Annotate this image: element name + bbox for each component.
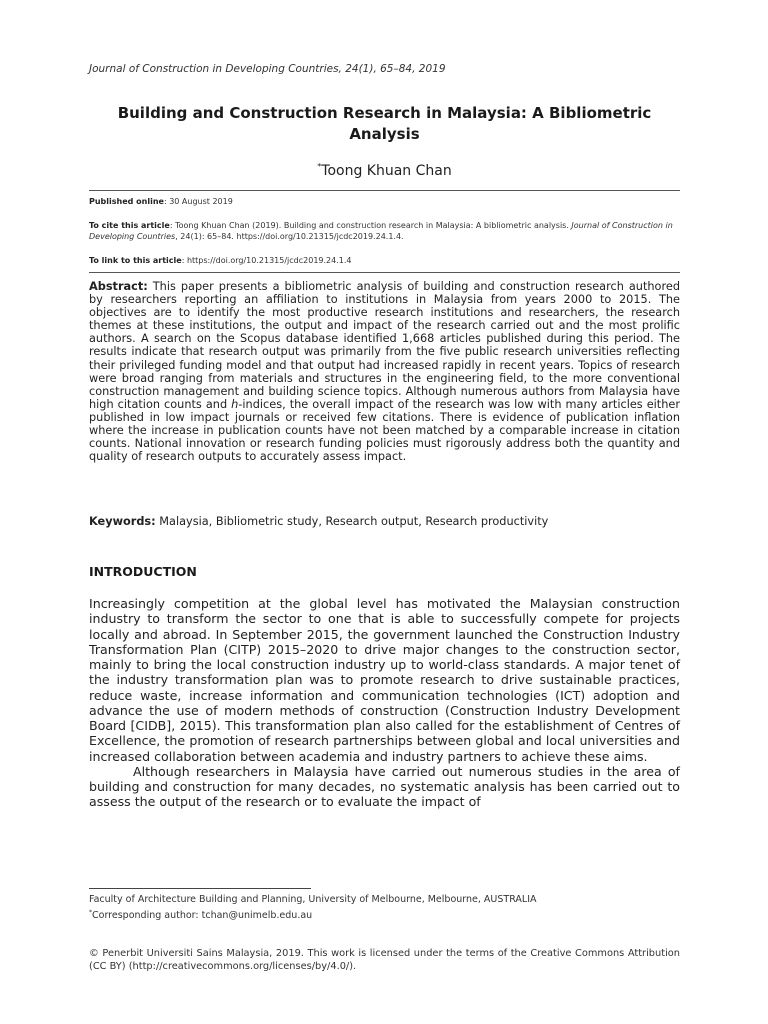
license-notice: © Penerbit Universiti Sains Malaysia, 2019. This work is licensed under the terms of the Creative Commons Attribution (CC BY) (http://creativecommons.org/licenses/by/4.0/). xyxy=(89,948,680,972)
footnote-mark: * xyxy=(89,909,92,916)
footnotes xyxy=(89,893,680,922)
cite-journal: Journal of Construction in Developing Countries xyxy=(89,221,673,241)
keywords xyxy=(89,515,548,528)
published-value: : 30 August 2019 xyxy=(163,197,233,206)
cite-label: To cite this article xyxy=(89,221,170,230)
title-line-2: Analysis xyxy=(349,125,420,143)
header-rule xyxy=(89,190,680,191)
abstract xyxy=(89,280,680,463)
published-label: Published online xyxy=(89,197,164,206)
section-heading-introduction: INTRODUCTION xyxy=(89,564,197,579)
abstract-hindex: h xyxy=(231,397,239,411)
link-to-article xyxy=(89,255,680,266)
footnote-rule xyxy=(89,888,311,889)
footnote-affiliation: Faculty of Architecture Building and Planning, University of Melbourne, Melbourne, AUSTRALIA xyxy=(89,894,537,905)
introduction-body xyxy=(89,596,680,810)
abstract-label: Abstract: xyxy=(89,280,148,293)
journal-citation-header: Journal of Construction in Developing Countries, 24(1), 65–84, 2019 xyxy=(89,63,446,75)
paper-title xyxy=(89,103,680,145)
title-line-1: Building and Construction Research in Malaysia: A Bibliometric xyxy=(117,104,652,122)
link-value[interactable]: : https://doi.org/10.21315/jcdc2019.24.1.4 xyxy=(181,256,352,265)
keywords-value: Malaysia, Bibliometric study, Research output, Research productivity xyxy=(155,515,549,528)
author-name: Toong Khuan Chan xyxy=(321,163,452,179)
author-line xyxy=(89,162,680,179)
corresponding-author: Corresponding author: tchan@unimelb.edu.au xyxy=(92,910,313,921)
cite-text-end: , 24(1): 65–84. https://doi.org/10.21315/jcdc2019.24.1.4. xyxy=(175,232,404,241)
link-label: To link to this article xyxy=(89,256,182,265)
author-mark: * xyxy=(317,162,322,171)
abstract-text: This paper presents a bibliometric analysis of building and construction research authored by researchers reporting an affiliation to institutions in Malaysia from years 2000 to 2015. The objectives are to identify the most productive research institutions and researchers, the research themes at these institutions, the output and impact of the research carried out and the most prolific authors. A search on the Scopus database identified 1,668 articles published during this period. The results indicate that research output was primarily from the five public research universities reflecting their privileged funding model and that output had increased rapidly in recent years. Topics of research were broad ranging from materials and structures in the engineering field, to the more conventional construction management and building science topics. Although numerous authors from Malaysia have high citation counts and xyxy=(89,280,680,411)
meta-rule xyxy=(89,272,680,273)
keywords-label: Keywords: xyxy=(89,515,156,528)
paragraph: Increasingly competition at the global level has motivated the Malaysian construction industry to transform the sector to one that is able to successfully compete for projects locally and abroad. In September 2015, the government launched the Construction Industry Transformation Plan (CITP) 2015–2020 to drive major changes to the construction sector, mainly to bring the local construction industry up to world-class standards. A major tenet of the industry transformation plan was to promote research to drive sustainable practices, reduce waste, increase information and communication technologies (ICT) adoption and advance the use of modern methods of construction (Construction Industry Development Board [CIDB], 2015). This transformation plan also called for the establishment of Centres of Excellence, the promotion of research partnerships between global and local universities and increased collaboration between academia and industry partners to achieve these aims. xyxy=(89,596,680,764)
footnote-corresponding xyxy=(89,906,680,922)
cite-this-article xyxy=(89,220,680,242)
abstract-text-end: -indices, the overall impact of the research was low with many articles either published in low impact journals or received few citations. There is evidence of publication inflation where the increase in publication counts have not been matched by a comparable increase in citation counts. National innovation or research funding policies must rigorously address both the quantity and quality of research outputs to accurately assess impact. xyxy=(89,397,680,464)
cite-text: : Toong Khuan Chan (2019). Building and construction research in Malaysia: A bibliometric analysis. xyxy=(169,221,572,230)
published-online xyxy=(89,196,680,207)
paragraph: Although researchers in Malaysia have carried out numerous studies in the area of building and construction for many decades, no systematic analysis has been carried out to assess the output of the research or to evaluate the impact of xyxy=(89,763,680,810)
